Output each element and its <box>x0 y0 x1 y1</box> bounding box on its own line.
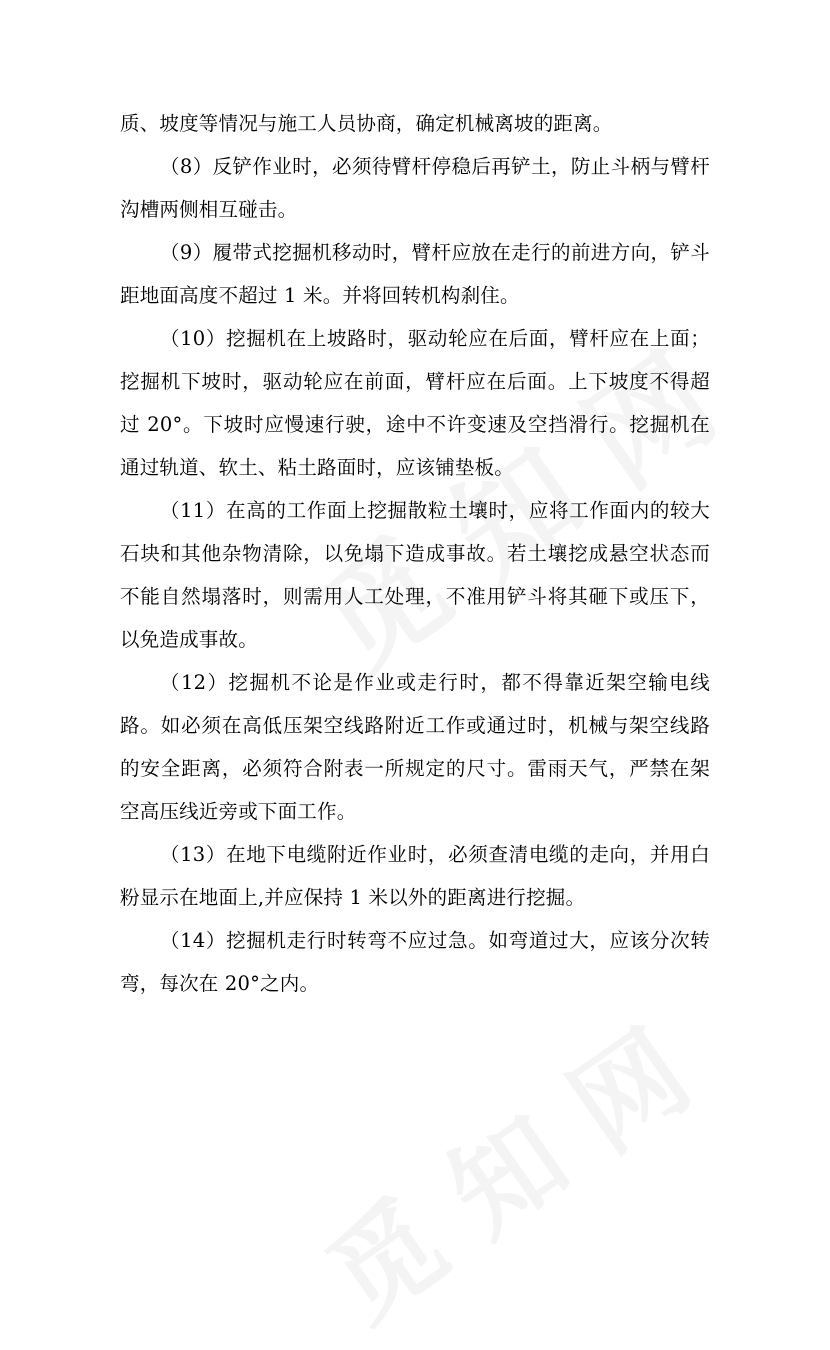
paragraph-item-12: （12）挖掘机不论是作业或走行时，都不得靠近架空输电线路。如必须在高低压架空线路附近工作或通过时，机械与架空线路的安全距离，必须符合附表一所规定的尺寸。雷雨天气，严禁在架空高压线近旁或下面工作。 <box>120 671 710 823</box>
paragraph-item-8: （8）反铲作业时，必须待臂杆停稳后再铲土，防止斗柄与臂杆沟槽两侧相互碰击。 <box>120 155 710 221</box>
document-body <box>120 102 710 1005</box>
paragraph-continuation: 质、坡度等情况与施工人员协商，确定机械离坡的距离。 <box>120 112 613 135</box>
paragraph-item-10: （10）挖掘机在上坡路时，驱动轮应在后面，臂杆应在上面；挖掘机下坡时，驱动轮应在前面，臂杆应在后面。上下坡度不得超过 20°。下坡时应慢速行驶，途中不许变速及空挡滑行。挖掘机在通过轨道、软土、粘土路面时，应该铺垫板。 <box>120 327 710 479</box>
paragraph-item-14: （14）挖掘机走行时转弯不应过急。如弯道过大，应该分次转弯，每次在 20°之内。 <box>120 929 710 995</box>
watermark <box>291 988 715 1350</box>
paragraph-item-11: （11）在高的工作面上挖掘散粒土壤时，应将工作面内的较大石块和其他杂物清除，以免塌下造成事故。若土壤挖成悬空状态而不能自然塌落时，则需用人工处理，不准用铲斗将其砸下或压下，以免造成事故。 <box>120 499 710 651</box>
paragraph-item-9: （9）履带式挖掘机移动时，臂杆应放在走行的前进方向，铲斗距地面高度不超过 1 米。并将回转机构刹住。 <box>120 241 710 307</box>
paragraph-item-13: （13）在地下电缆附近作业时，必须查清电缆的走向，并用白粉显示在地面上,并应保持 1 米以外的距离进行挖掘。 <box>120 843 710 909</box>
